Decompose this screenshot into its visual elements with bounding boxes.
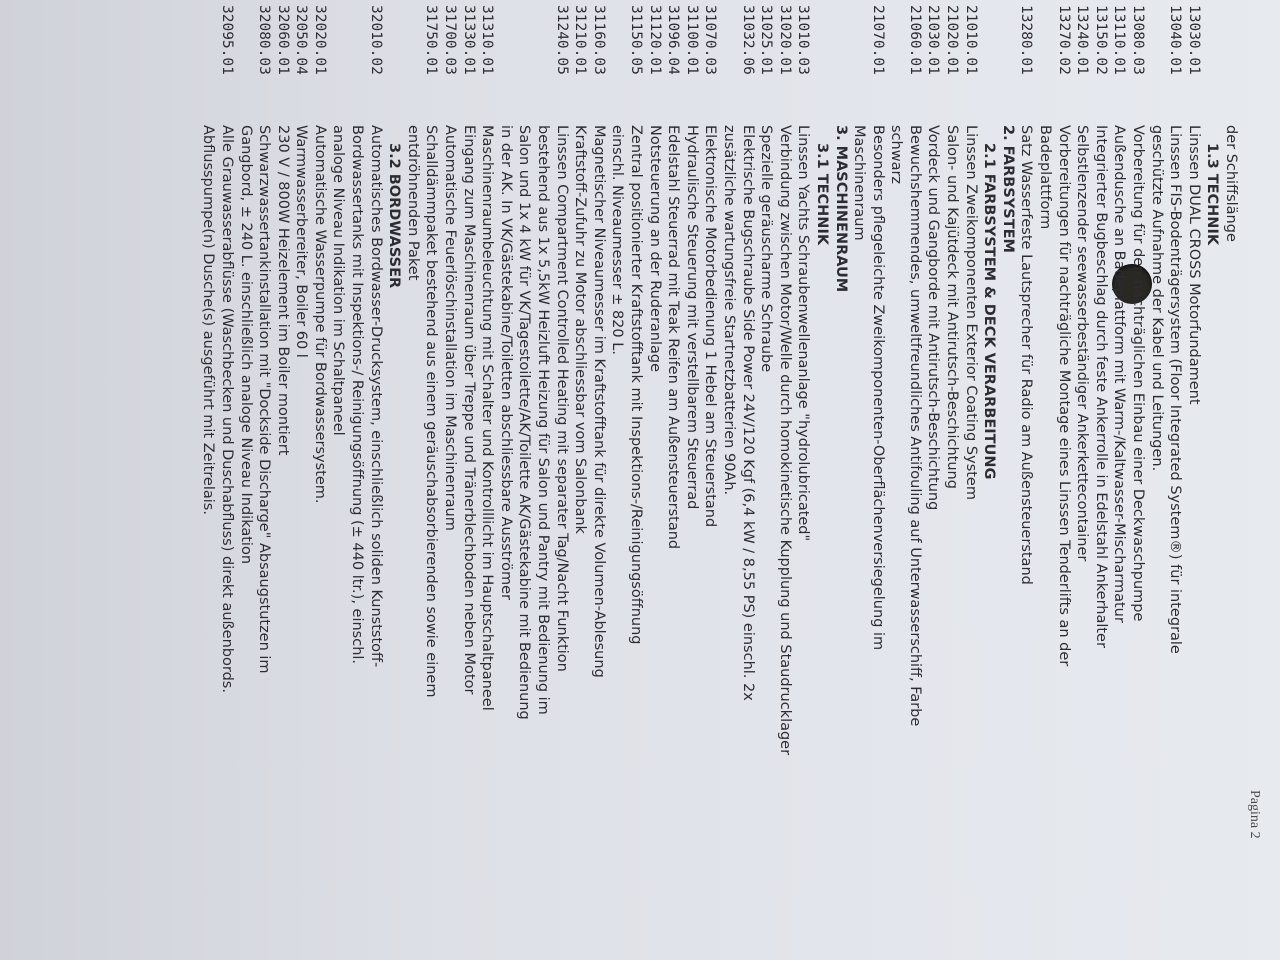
item-code: 13040.01 bbox=[1167, 5, 1184, 75]
item-text: zusätzliche wartungsfreie Startnetzbatterien 90Ah. bbox=[720, 125, 737, 496]
continuation-row bbox=[403, 5, 422, 960]
item-text: Salon und 1x 4 kW für VK/Tagestoilette/AK/Toilette AK/Gästekabine mit Bedienung bbox=[516, 125, 533, 720]
item-row bbox=[905, 5, 924, 960]
item-text: Automatisches Bordwasser-Drucksystem, einschließlich soliden Kunststoff- bbox=[367, 125, 384, 668]
item-code bbox=[887, 5, 906, 125]
item-text: Salon- und Kajütdeck mit Antirutsch-Beschichtung bbox=[944, 125, 961, 489]
continuation-row bbox=[199, 5, 218, 960]
item-text: Selbstlenzender seewasserbeständiger Ankerkettecontainer bbox=[1074, 125, 1091, 562]
item-row bbox=[292, 5, 311, 960]
item-text: Maschinenraum bbox=[851, 125, 868, 241]
item-row bbox=[273, 5, 292, 960]
item-code: 31160.03 bbox=[590, 5, 607, 75]
item-row bbox=[961, 5, 980, 960]
item-code: 21060.01 bbox=[906, 5, 923, 75]
item-code: 13030.01 bbox=[1185, 5, 1202, 75]
item-row bbox=[645, 5, 664, 960]
item-text: Satz Wasserfeste Lautsprecher für Radio am Außensteuerstand bbox=[1018, 125, 1035, 585]
item-text: Vordeck und Gangborde mit Antirutsch-Beschichtung bbox=[925, 125, 942, 511]
item-row bbox=[1128, 5, 1147, 960]
continuation-row bbox=[348, 5, 367, 960]
item-text: Magnetischer Niveaumesser im Kraftstofftank für direkte Volumen-Ablesung bbox=[590, 125, 607, 678]
item-code bbox=[348, 5, 367, 125]
item-code bbox=[329, 5, 348, 125]
item-code bbox=[496, 5, 515, 125]
item-text: Verbindung zwischen Motor/Welle durch homokinetische Kupplung und Staudrucklager bbox=[776, 125, 793, 756]
continuation-row bbox=[1221, 5, 1240, 960]
subsection-heading bbox=[1203, 5, 1222, 960]
continuation-row bbox=[1035, 5, 1054, 960]
item-text: 3.2 BORDWASSER bbox=[386, 143, 403, 289]
item-text: Linssen DUAL CROSS Motorfundament bbox=[1185, 125, 1202, 405]
item-code: 13080.03 bbox=[1130, 5, 1147, 75]
item-code bbox=[980, 5, 999, 125]
item-text: in der AK. In VK/Gästekabine/Toiletten abschliessbare Ausströmer bbox=[497, 125, 514, 601]
item-text: Automatische Wasserpumpe für Bordwassersystem. bbox=[311, 125, 328, 504]
continuation-row bbox=[533, 5, 552, 960]
item-code bbox=[1035, 5, 1054, 125]
item-code bbox=[1221, 5, 1240, 125]
subsection-heading bbox=[980, 5, 999, 960]
item-text: Maschinenraumbeleuchtung mit Schalter und Kontrolllicht im Hauptschaltpaneel bbox=[479, 125, 496, 711]
item-row bbox=[775, 5, 794, 960]
item-code bbox=[236, 5, 255, 125]
item-text: Integrierter Bugbeschlag durch feste Ankerrolle in Edelstahl Ankerhalter bbox=[1092, 125, 1109, 648]
item-text: Spezielle geräuscharme Schraube bbox=[758, 125, 775, 373]
continuation-row bbox=[329, 5, 348, 960]
item-row bbox=[943, 5, 962, 960]
item-code bbox=[1147, 5, 1166, 125]
item-code bbox=[403, 5, 422, 125]
continuation-row bbox=[1147, 5, 1166, 960]
item-code bbox=[385, 5, 404, 125]
item-row bbox=[589, 5, 608, 960]
item-text: Vorbereitungen für nachträgliche Montage eines Linssen Tenderlifts an der bbox=[1055, 125, 1072, 667]
item-code: 32095.01 bbox=[218, 5, 235, 75]
item-text: Bewuchshemmendes, umweltfreundliches Antifouling auf Unterwasserschiff, Farbe bbox=[906, 125, 923, 727]
item-row bbox=[1110, 5, 1129, 960]
item-code: 31700.03 bbox=[442, 5, 459, 75]
item-code: 13150.02 bbox=[1092, 5, 1109, 75]
item-text: schwarz bbox=[888, 125, 905, 185]
item-code bbox=[812, 5, 831, 125]
continuation-row bbox=[496, 5, 515, 960]
continuation-row bbox=[515, 5, 534, 960]
item-code: 31310.01 bbox=[479, 5, 496, 75]
item-text: 230 V / 800W Heizelement im Boiler montiert bbox=[274, 125, 291, 456]
item-code bbox=[515, 5, 534, 125]
item-text: 1.3 TECHNIK bbox=[1204, 143, 1221, 246]
subsection-heading bbox=[385, 5, 404, 960]
item-row bbox=[255, 5, 274, 960]
item-row bbox=[701, 5, 720, 960]
item-row bbox=[217, 5, 236, 960]
item-text: Abflusspumpe(n) Dusche(s) ausgeführt mit Zeitrelais. bbox=[200, 125, 217, 515]
subsection-heading bbox=[812, 5, 831, 960]
item-code: 31210.01 bbox=[572, 5, 589, 75]
item-text: Schalldämmpaket bestehend aus einem geräuschabsorbierenden sowie einem bbox=[423, 125, 440, 698]
item-code: 31020.01 bbox=[776, 5, 793, 75]
item-code: 31100.01 bbox=[683, 5, 700, 75]
item-row bbox=[422, 5, 441, 960]
item-row bbox=[757, 5, 776, 960]
item-row bbox=[1184, 5, 1203, 960]
item-row bbox=[664, 5, 683, 960]
item-text: einschl. Niveaumesser ± 820 L. bbox=[609, 125, 626, 355]
item-text: Elektrische Bugschraube Side Power 24V/120 Kgf (6,4 kW / 8,55 PS) einschl. 2x bbox=[739, 125, 756, 701]
item-text: Edelstahl Steuerrad mit Teak Reifen am Außensteuerstand bbox=[665, 125, 682, 550]
item-text: bestehend aus 1x 5,5kW Heizluft Heizung für Salon und Pantry mit Bedienung im bbox=[535, 125, 552, 715]
page-label: Pagina 2 bbox=[1247, 790, 1262, 839]
item-code: 31010.03 bbox=[795, 5, 812, 75]
continuation-row bbox=[719, 5, 738, 960]
item-code bbox=[1203, 5, 1222, 125]
item-text: Schwarzwassertankinstallation mit "Dockside Discharge" Absaugstutzen im bbox=[256, 125, 273, 674]
item-code bbox=[850, 5, 869, 125]
item-row bbox=[1017, 5, 1036, 960]
item-text: Warmwasserbereiter, Boiler 60 l bbox=[293, 125, 310, 358]
item-text: der Schiffslänge bbox=[1223, 125, 1239, 242]
item-text: Automatische Feuerlöschinstallation im Maschinenraum bbox=[442, 125, 459, 531]
item-text: entdröhnenden Paket bbox=[404, 125, 421, 281]
item-row bbox=[459, 5, 478, 960]
item-code: 31120.01 bbox=[646, 5, 663, 75]
item-text: Besonders pflegeleichte Zweikomponenten-Oberflächenversiegelung im bbox=[869, 125, 886, 651]
item-code: 31240.05 bbox=[553, 5, 570, 75]
item-code: 13270.02 bbox=[1055, 5, 1072, 75]
section-heading bbox=[831, 5, 850, 960]
item-text: Badeplattform bbox=[1037, 125, 1054, 230]
item-code: 32020.01 bbox=[311, 5, 328, 75]
item-row bbox=[682, 5, 701, 960]
item-text: geschützte Aufnahme der Kabel und Leitungen. bbox=[1148, 125, 1165, 472]
item-code bbox=[998, 5, 1017, 125]
item-code: 31096.04 bbox=[665, 5, 682, 75]
item-code: 13110.01 bbox=[1111, 5, 1128, 75]
item-code: 21070.01 bbox=[869, 5, 886, 75]
item-code: 32010.02 bbox=[367, 5, 384, 75]
continuation-row bbox=[236, 5, 255, 960]
continuation-row bbox=[887, 5, 906, 960]
item-text: 2.1 FARBSYSTEM & DECK VERARBEITUNG bbox=[981, 143, 998, 480]
item-text: Linssen FIS-Bodenträgersystem (Floor Integrated System®) für integrale bbox=[1167, 125, 1184, 654]
item-code bbox=[533, 5, 552, 125]
item-code: 21030.01 bbox=[925, 5, 942, 75]
item-row bbox=[440, 5, 459, 960]
item-text: 3. MASCHINENRAUM bbox=[832, 125, 849, 293]
item-text: Linssen Zweikomponenten Exterior Coating System bbox=[962, 125, 979, 500]
item-text: Eingang zum Maschinenraum über Treppe und Tränerblechboden neben Motor bbox=[460, 125, 477, 695]
item-code bbox=[831, 5, 850, 125]
item-text: Außendusche an Badeplattform mit Warm-/Kaltwasser-Mischarmatur bbox=[1111, 125, 1128, 623]
item-code: 32080.03 bbox=[256, 5, 273, 75]
item-code: 31032.06 bbox=[739, 5, 756, 75]
item-code: 31150.05 bbox=[628, 5, 644, 75]
item-code: 21010.01 bbox=[962, 5, 979, 75]
item-text: Kraftstoff-Zufuhr zu Motor abschliessbar vom Salonbank bbox=[572, 125, 589, 534]
item-row bbox=[1054, 5, 1073, 960]
item-text: Vorbereitung für den nachträglichen Einbau einer Deckwaschpumpe bbox=[1130, 125, 1147, 622]
item-code bbox=[199, 5, 218, 125]
item-text: 3.1 TECHNIK bbox=[813, 143, 830, 246]
item-row bbox=[1166, 5, 1185, 960]
item-row bbox=[738, 5, 757, 960]
item-text: Alle Grauwasserabflüsse (Waschbecken und Duschabfluss) direkt außenbords. bbox=[218, 125, 235, 693]
item-code: 21020.01 bbox=[944, 5, 961, 75]
item-text: Linssen Compartment Controlled Heating mit separater Tag/Nacht Funktion bbox=[553, 125, 570, 672]
item-row bbox=[478, 5, 497, 960]
item-text: Hydraulische Steuerung mit verstellbarem Steuerrad bbox=[683, 125, 700, 510]
item-code bbox=[608, 5, 627, 125]
item-row bbox=[868, 5, 887, 960]
item-text: Elektronische Motorbedienung 1 Hebel am Steuerstand bbox=[702, 125, 719, 528]
item-row bbox=[571, 5, 590, 960]
section-heading bbox=[998, 5, 1017, 960]
item-row bbox=[1091, 5, 1110, 960]
item-row bbox=[924, 5, 943, 960]
item-code: 13240.01 bbox=[1074, 5, 1091, 75]
item-text: analoge Niveau Indikation im Schaltpaneel bbox=[330, 125, 347, 436]
item-row bbox=[552, 5, 571, 960]
item-text: Notsteuerung an der Ruderanlage bbox=[646, 125, 663, 373]
item-row bbox=[310, 5, 329, 960]
item-code: 31330.01 bbox=[460, 5, 477, 75]
item-row bbox=[1073, 5, 1092, 960]
item-code: 13280.01 bbox=[1018, 5, 1035, 75]
item-code bbox=[719, 5, 738, 125]
item-text: Zentral positionierter Kraftstofftank mit Inspektions-/Reinigungsöffnung bbox=[628, 125, 644, 645]
item-row bbox=[626, 5, 645, 960]
item-row bbox=[794, 5, 813, 960]
item-text: Gangbord, ± 240 L. einschließlich analoge Niveau Indikation bbox=[237, 125, 254, 565]
item-code: 31070.03 bbox=[702, 5, 719, 75]
item-code: 31025.01 bbox=[758, 5, 775, 75]
continuation-row bbox=[850, 5, 869, 960]
item-text: 2. FARBSYSTEM bbox=[999, 125, 1016, 253]
item-code: 31750.01 bbox=[423, 5, 440, 75]
item-text: Bordwassertanks mit Inspektions-/ Reinigungsöffnung (± 440 ltr.), einschl. bbox=[349, 125, 366, 665]
continuation-row bbox=[608, 5, 627, 960]
document-body bbox=[80, 5, 1240, 960]
item-text: Linssen Yachts Schraubenwellenanlage "hydrolubricated" bbox=[795, 125, 812, 542]
item-code: 32050.04 bbox=[293, 5, 310, 75]
item-row bbox=[366, 5, 385, 960]
item-code: 32060.01 bbox=[274, 5, 291, 75]
